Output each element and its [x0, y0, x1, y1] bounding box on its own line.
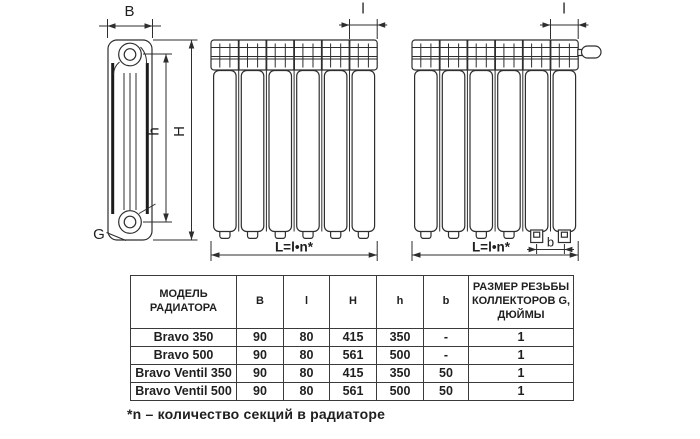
cell-model: Bravo Ventil 350 — [131, 365, 237, 383]
col-header-H: H — [330, 276, 377, 329]
col-header-b: b — [424, 276, 469, 329]
cell-l: 80 — [284, 329, 330, 347]
cell-thread: 1 — [469, 347, 574, 365]
spec-table-container — [130, 275, 574, 401]
spec-row — [131, 383, 574, 401]
cell-thread: 1 — [469, 365, 574, 383]
dim-label-H: H — [171, 126, 188, 137]
spec-row — [131, 365, 574, 383]
cell-B: 90 — [237, 347, 284, 365]
dim-label-G: G — [93, 226, 105, 243]
cell-l: 80 — [284, 383, 330, 401]
cell-l: 80 — [284, 365, 330, 383]
radiator-spec-table — [130, 275, 574, 401]
cell-B: 90 — [237, 383, 284, 401]
cell-H: 415 — [330, 365, 377, 383]
cell-h: 500 — [377, 347, 424, 365]
col-header-h: h — [377, 276, 424, 329]
dim-label-l-ventil: l — [562, 0, 566, 18]
cell-thread: 1 — [469, 383, 574, 401]
cell-model: Bravo 500 — [131, 347, 237, 365]
section-side-view-diagram — [93, 3, 197, 243]
radiator-front-view — [211, 1, 387, 262]
col-header-B: B — [237, 276, 284, 329]
cell-H: 415 — [330, 329, 377, 347]
cell-h: 350 — [377, 329, 424, 347]
dim-label-l-standard: l — [361, 0, 365, 18]
cell-thread: 1 — [469, 329, 574, 347]
spec-row — [131, 329, 574, 347]
dim-label-L-ventil: L=l•n* — [471, 239, 511, 255]
cell-H: 561 — [330, 347, 377, 365]
dim-label-B: B — [124, 3, 135, 20]
cell-B: 90 — [237, 365, 284, 383]
spec-row — [131, 347, 574, 365]
cell-b: - — [424, 347, 469, 365]
cell-model: Bravo Ventil 500 — [131, 383, 237, 401]
header-row — [131, 276, 574, 329]
cell-b: 50 — [424, 365, 469, 383]
dim-label-b: b — [546, 234, 555, 250]
cell-model: Bravo 350 — [131, 329, 237, 347]
dim-label-h: h — [145, 127, 163, 136]
cell-b: 50 — [424, 383, 469, 401]
thermostat-valve-handle-icon — [578, 46, 601, 58]
col-header-model: МОДЕЛЬ РАДИАТОРА — [131, 276, 237, 329]
sections-count-footnote: *n – количество секций в радиаторе — [127, 406, 386, 422]
cell-h: 500 — [377, 383, 424, 401]
cell-B: 90 — [237, 329, 284, 347]
radiator-front-view-ventil — [412, 1, 601, 262]
cell-b: - — [424, 329, 469, 347]
col-header-l: l — [284, 276, 330, 329]
col-header-thread-size: РАЗМЕР РЕЗЬБЫ КОЛЛЕКТОРОВ G, ДЮЙМЫ — [469, 276, 574, 329]
cell-l: 80 — [284, 347, 330, 365]
cell-H: 561 — [330, 383, 377, 401]
cell-h: 350 — [377, 365, 424, 383]
dim-label-L-standard: L=l•n* — [274, 239, 314, 255]
